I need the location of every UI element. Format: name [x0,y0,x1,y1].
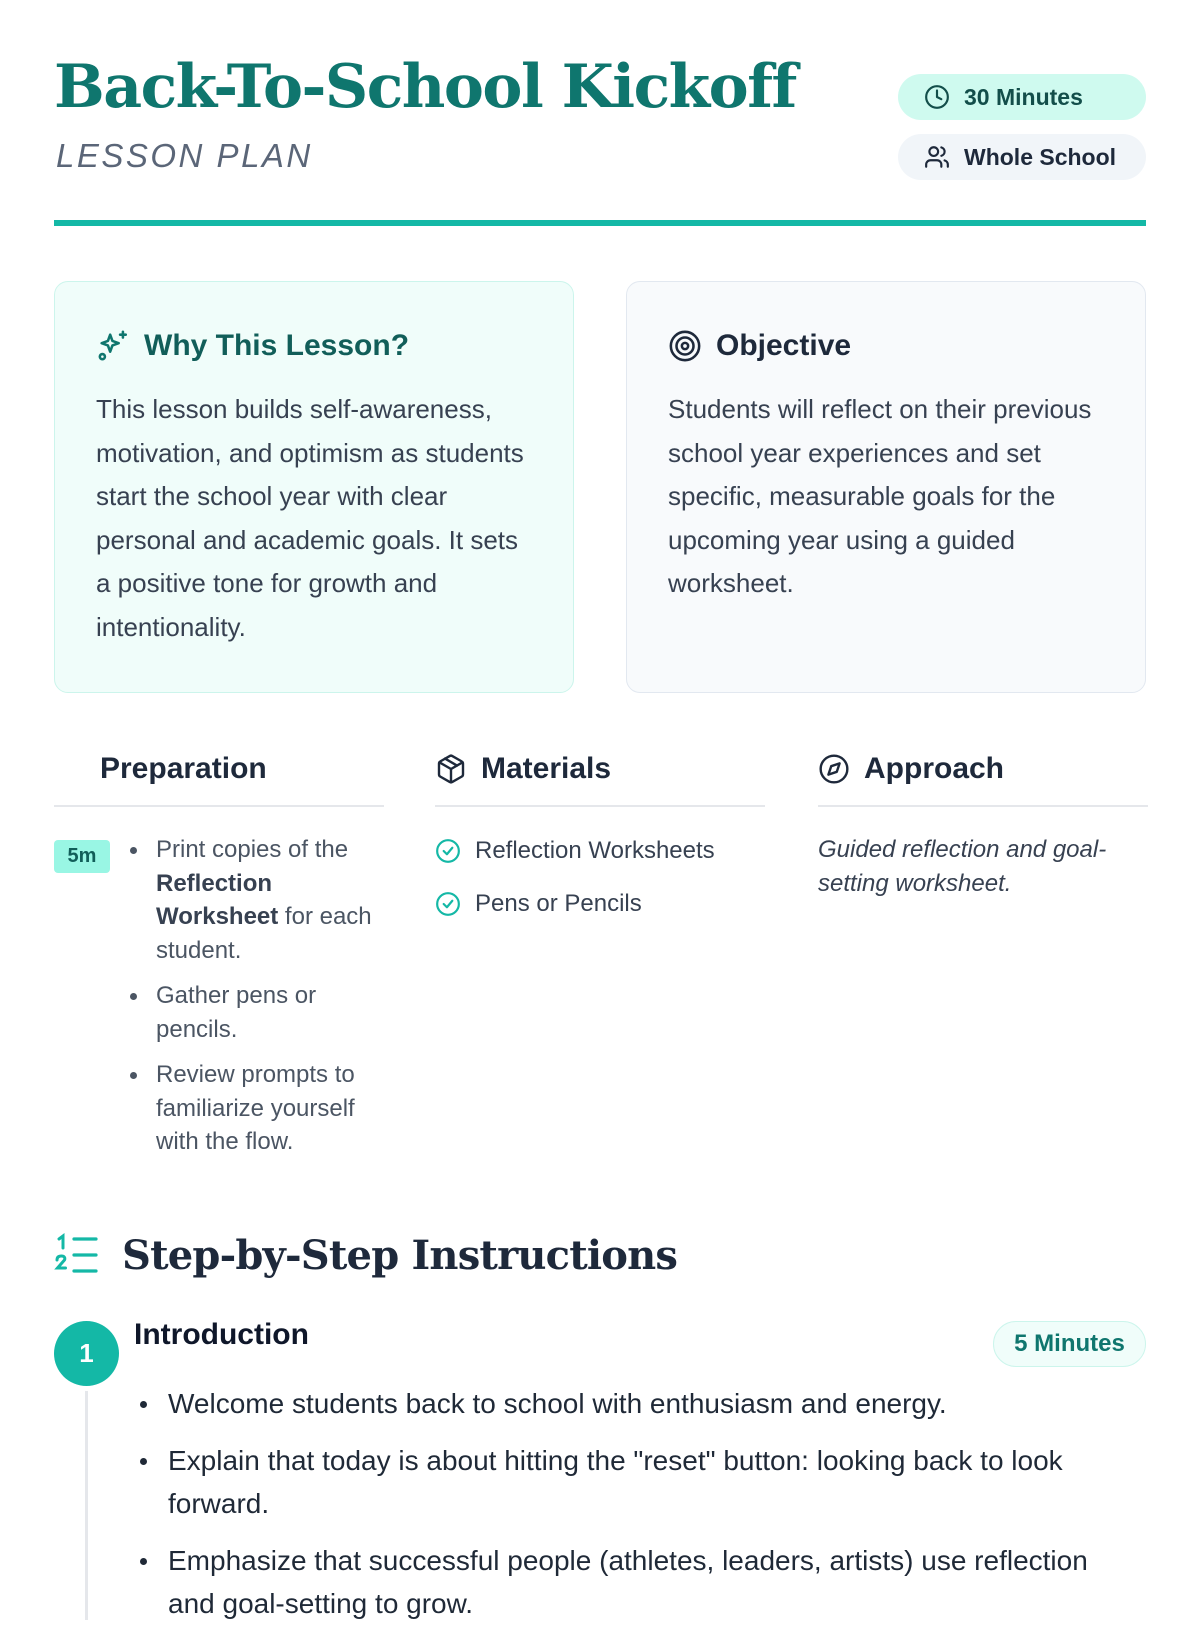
sparkles-icon [96,329,130,363]
objective-card-header [668,326,1105,366]
why-card [54,281,574,693]
page-subtitle: LESSON PLAN [56,137,313,174]
materials-list [435,833,715,939]
step-number-badge: 1 [54,1321,119,1386]
materials-title: Materials [481,752,612,785]
summary-cards [54,281,1146,693]
header-divider [54,220,1146,226]
approach-title: Approach [864,752,1005,785]
target-icon [668,329,702,363]
users-icon [924,144,950,170]
duration-badge [898,74,1146,120]
list-item: Print copies of the Reflection Worksheet for each student. [128,833,384,967]
audience-badge [898,134,1146,180]
list-item: Review prompts to familiarize yourself with the flow. [128,1058,384,1159]
objective-card [626,281,1146,693]
why-card-title: Why This Lesson? [144,329,410,362]
box-icon [435,753,467,785]
preparation-list [128,833,384,1171]
materials-header [435,745,765,807]
step-duration-badge: 5 Minutes [993,1321,1146,1367]
list-item: Pens or Pencils [435,886,715,922]
step-bullet-list [140,1382,1100,1639]
approach-header [818,745,1148,807]
clock-icon [924,84,950,110]
page-title: Back-To-School Kickoff [54,52,796,122]
steps-title: Step-by-Step Instructions [122,1231,678,1279]
page-header [54,0,1146,230]
list-item: Welcome students back to school with enthusiasm and energy. [140,1382,1100,1425]
why-card-header [96,326,533,366]
preparation-header [54,745,384,807]
list-item: Gather pens or pencils. [128,979,384,1046]
why-card-body: This lesson builds self-awareness, motivation, and optimism as students start the school year with clear personal and academic goals. It sets a positive tone for growth and intentionality. [96,394,524,642]
preparation-title: Preparation [100,752,267,785]
step-title: Introduction [134,1318,309,1351]
compass-icon [818,753,850,785]
duration-label: 30 Minutes [964,83,1083,110]
check-circle-icon [435,838,461,864]
steps-header [54,1228,677,1282]
objective-card-body: Students will reflect on their previous school year experiences and set specific, measurable goals for the upcoming year using a guided worksheet. [668,394,1092,598]
preparation-column [54,745,384,1155]
approach-body: Guided reflection and goal-setting worksheet. [818,836,1107,897]
check-circle-icon [435,891,461,917]
preparation-time-badge: 5m [54,840,110,873]
list-item: Explain that today is about hitting the "reset" button: looking back to look forward. [140,1439,1100,1525]
numbered-list-icon [54,1233,100,1277]
objective-card-title: Objective [716,329,852,362]
audience-label: Whole School [964,143,1117,170]
materials-column [435,745,765,917]
list-item: Emphasize that successful people (athletes, leaders, artists) use reflection and goal-setting to grow. [140,1539,1100,1625]
list-item: Reflection Worksheets [435,833,715,869]
steps-timeline [85,1380,88,1620]
approach-column [818,745,1148,897]
